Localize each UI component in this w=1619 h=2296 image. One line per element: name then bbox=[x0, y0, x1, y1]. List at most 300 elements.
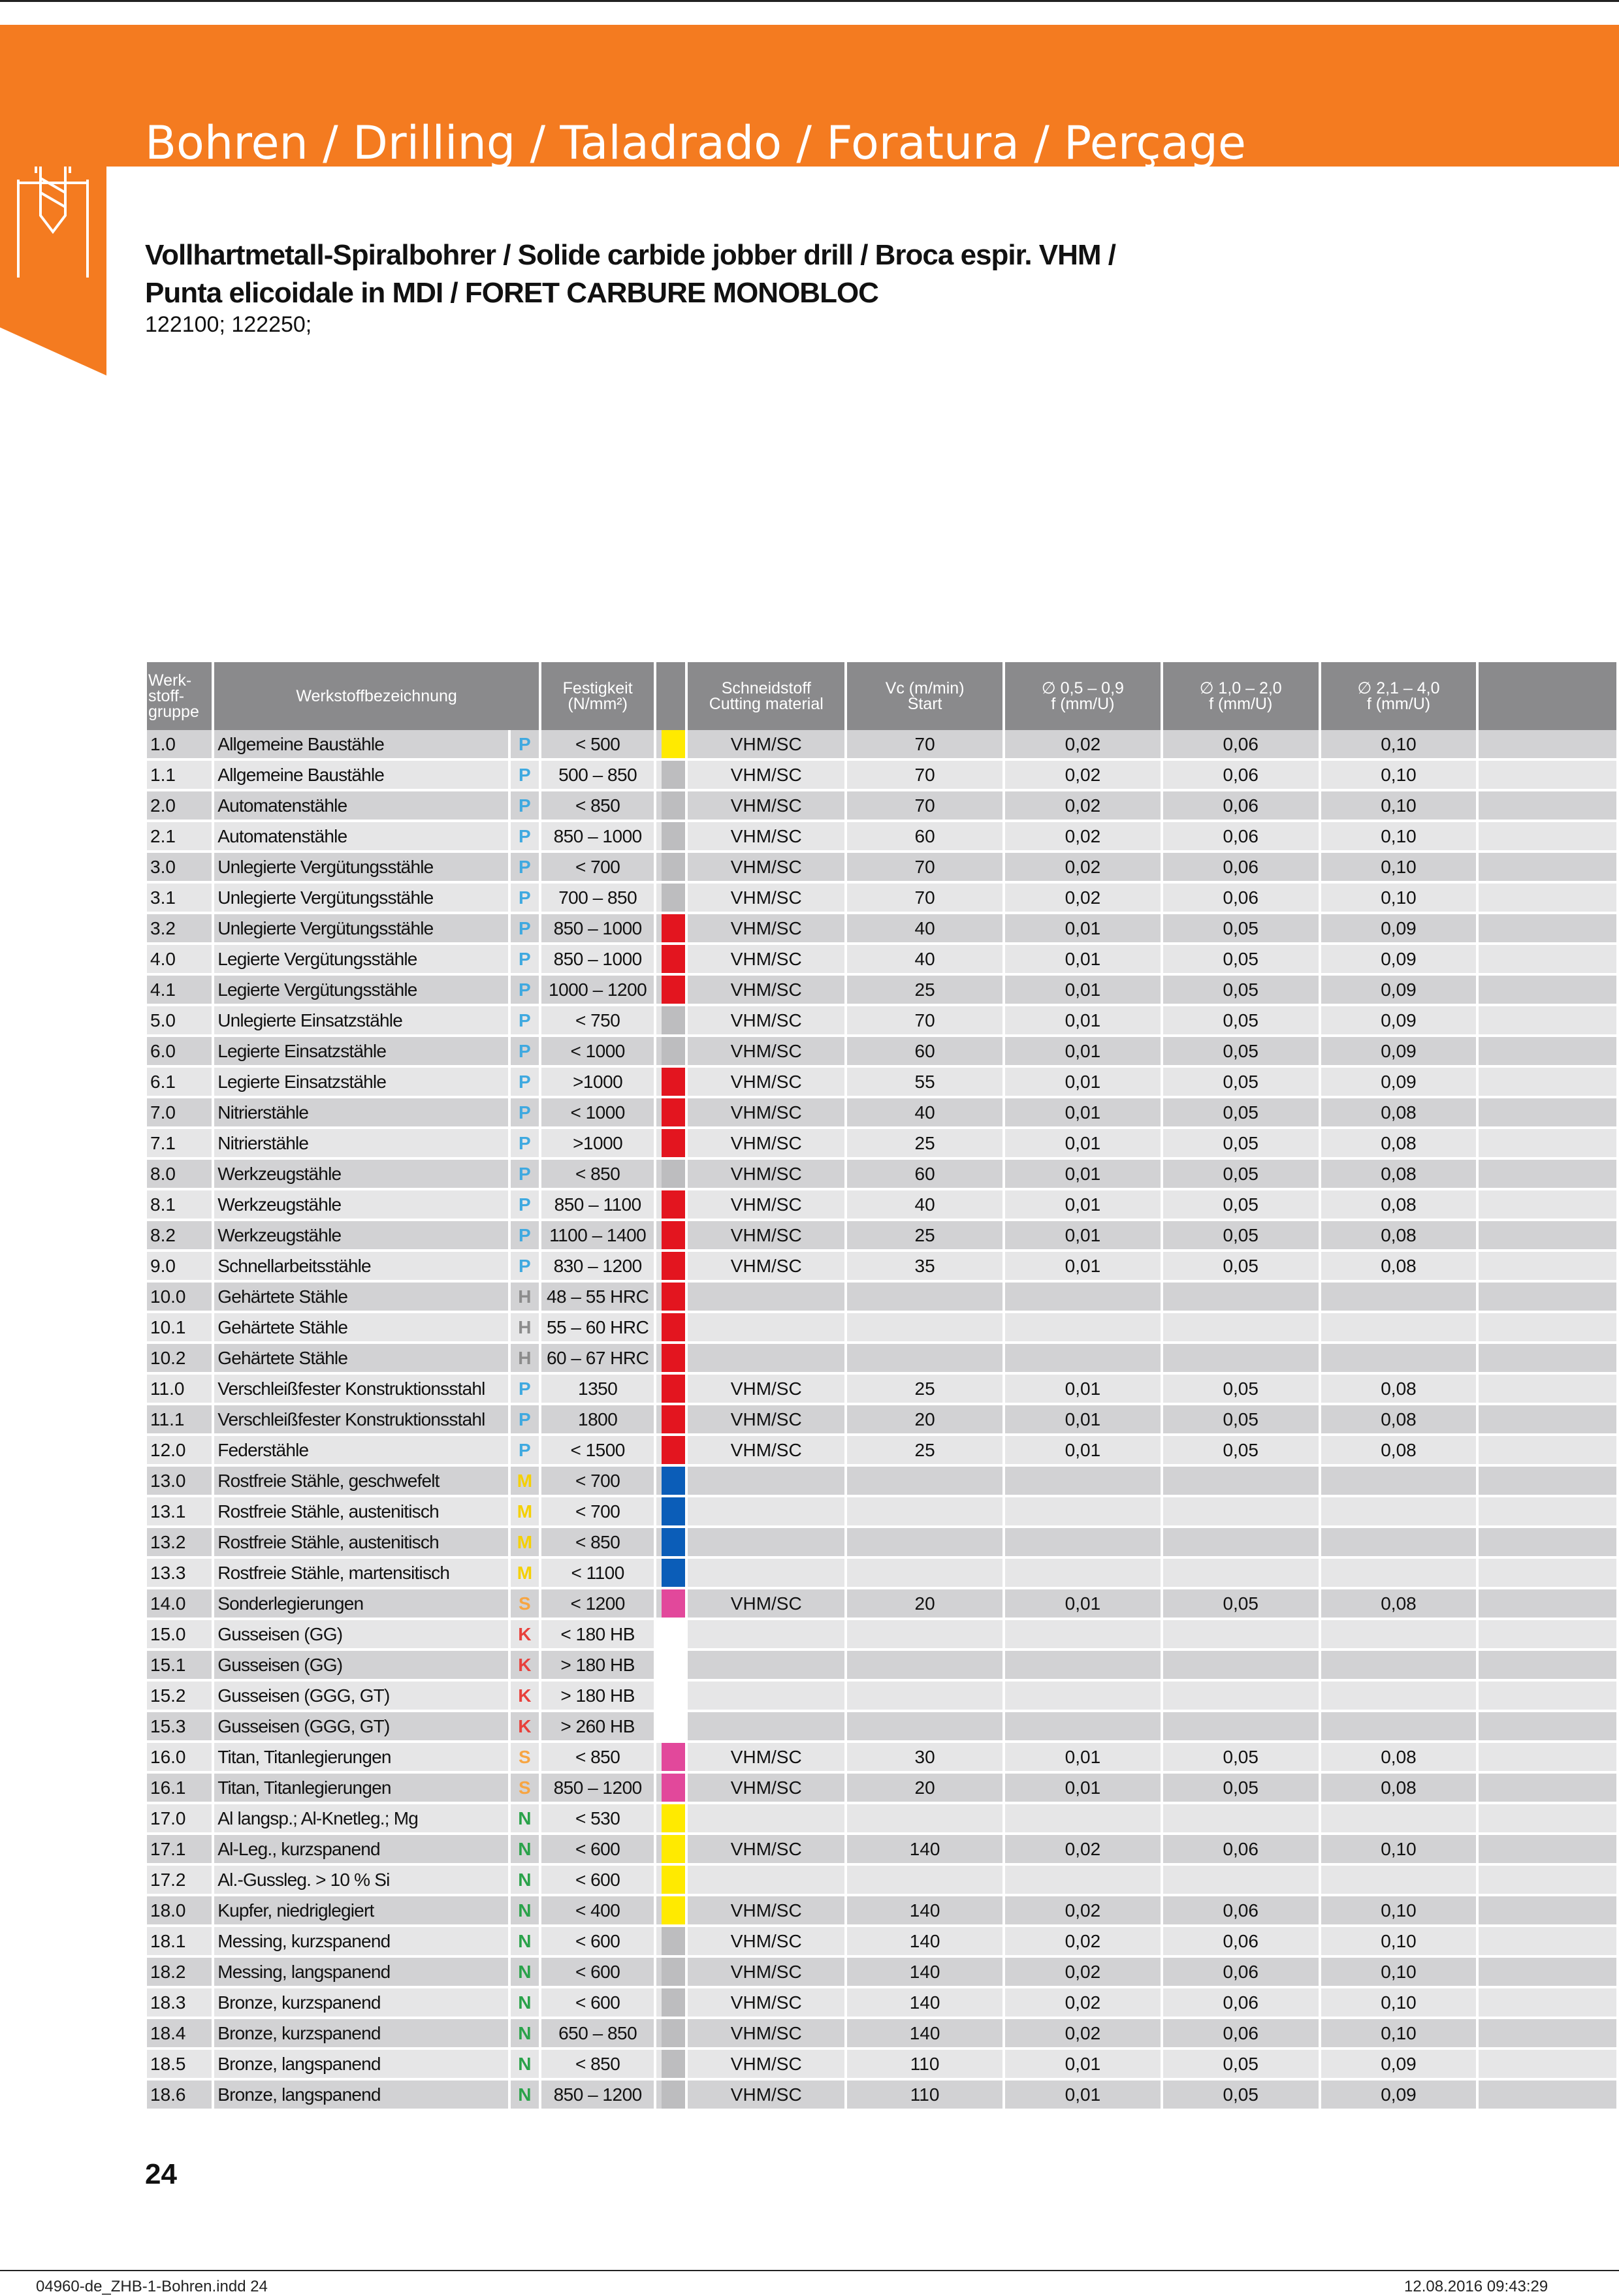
cutting-speed: 25 bbox=[846, 974, 1004, 1005]
strength-value: >1000 bbox=[540, 1128, 655, 1158]
feed-d3: 0,10 bbox=[1320, 2018, 1478, 2049]
color-swatch bbox=[655, 730, 686, 759]
cutting-speed: 70 bbox=[846, 852, 1004, 882]
color-swatch-fill bbox=[662, 1098, 685, 1126]
cutting-speed: 25 bbox=[846, 1220, 1004, 1251]
strength-value: < 500 bbox=[540, 730, 655, 759]
table-row bbox=[147, 1527, 1618, 1557]
feed-d1 bbox=[1004, 1680, 1162, 1711]
feed-d2: 0,05 bbox=[1162, 974, 1320, 1005]
material-group: 3.2 bbox=[147, 913, 213, 944]
cutting-speed bbox=[846, 1711, 1004, 1742]
feed-d2 bbox=[1162, 1343, 1320, 1373]
color-swatch-fill bbox=[662, 1221, 685, 1249]
material-name: Nitrierstähle bbox=[213, 1097, 509, 1128]
cutting-speed: 25 bbox=[846, 1435, 1004, 1465]
material-name: Nitrierstähle bbox=[213, 1128, 509, 1158]
material-name: Automatenstähle bbox=[213, 790, 509, 821]
table-row bbox=[147, 882, 1618, 913]
material-group: 13.2 bbox=[147, 1527, 213, 1557]
feed-d3: 0,10 bbox=[1320, 1895, 1478, 1926]
table-row bbox=[147, 1987, 1618, 2018]
table-row bbox=[147, 1373, 1618, 1404]
material-name: Rostfreie Stähle, martensitisch bbox=[213, 1557, 509, 1588]
cutting-material bbox=[686, 1465, 846, 1496]
cutting-speed: 70 bbox=[846, 882, 1004, 913]
feed-d3: 0,08 bbox=[1320, 1742, 1478, 1772]
feed-d2: 0,06 bbox=[1162, 1926, 1320, 1956]
cutting-speed: 40 bbox=[846, 1189, 1004, 1220]
feed-d3: 0,08 bbox=[1320, 1158, 1478, 1189]
feed-d1: 0,01 bbox=[1004, 1158, 1162, 1189]
color-swatch-fill bbox=[662, 1344, 685, 1372]
feed-d3 bbox=[1320, 1343, 1478, 1373]
table-row bbox=[147, 1496, 1618, 1527]
color-swatch bbox=[655, 1158, 686, 1189]
material-group: 15.3 bbox=[147, 1711, 213, 1742]
iso-group-tag: P bbox=[509, 1097, 540, 1128]
iso-group-tag: S bbox=[509, 1588, 540, 1619]
iso-group-tag: K bbox=[509, 1711, 540, 1742]
color-swatch-fill bbox=[662, 976, 685, 1004]
extra-cell bbox=[1477, 1650, 1618, 1680]
iso-group-tag: S bbox=[509, 1742, 540, 1772]
cutting-material: VHM/SC bbox=[686, 1251, 846, 1281]
color-swatch bbox=[655, 2049, 686, 2079]
color-swatch bbox=[655, 1373, 686, 1404]
iso-group-tag: P bbox=[509, 1036, 540, 1066]
cutting-material: VHM/SC bbox=[686, 1926, 846, 1956]
feed-d1: 0,02 bbox=[1004, 882, 1162, 913]
page-title: Bohren / Drilling / Taladrado / Foratura / Perçage bbox=[145, 116, 1246, 170]
strength-value: < 850 bbox=[540, 1158, 655, 1189]
iso-group-tag: H bbox=[509, 1312, 540, 1343]
iso-group-tag: P bbox=[509, 1251, 540, 1281]
iso-group-tag: N bbox=[509, 2049, 540, 2079]
color-swatch-fill bbox=[662, 945, 685, 973]
material-name: Bronze, kurzspanend bbox=[213, 1987, 509, 2018]
feed-d1: 0,01 bbox=[1004, 974, 1162, 1005]
footer-rule bbox=[0, 2270, 1619, 2271]
feed-d1: 0,02 bbox=[1004, 1895, 1162, 1926]
extra-cell bbox=[1477, 1128, 1618, 1158]
extra-cell bbox=[1477, 1189, 1618, 1220]
product-title-line1: Vollhartmetall-Spiralbohrer / Solide carbide jobber drill / Broca espir. VHM / bbox=[145, 239, 1115, 271]
feed-d3: 0,08 bbox=[1320, 1404, 1478, 1435]
table-row bbox=[147, 1956, 1618, 1987]
color-swatch-fill bbox=[662, 1436, 685, 1464]
cutting-material bbox=[686, 1619, 846, 1650]
feed-d1 bbox=[1004, 1864, 1162, 1895]
material-group: 13.0 bbox=[147, 1465, 213, 1496]
cutting-material: VHM/SC bbox=[686, 1834, 846, 1864]
footer-file: 04960-de_ZHB-1-Bohren.indd 24 bbox=[36, 2278, 268, 2295]
extra-cell bbox=[1477, 1834, 1618, 1864]
material-name: Legierte Einsatzstähle bbox=[213, 1066, 509, 1097]
feed-d1 bbox=[1004, 1650, 1162, 1680]
feed-d3 bbox=[1320, 1680, 1478, 1711]
feed-d2: 0,06 bbox=[1162, 1834, 1320, 1864]
feed-d1: 0,02 bbox=[1004, 1956, 1162, 1987]
extra-cell bbox=[1477, 1097, 1618, 1128]
cutting-material bbox=[686, 1527, 846, 1557]
feed-d1: 0,02 bbox=[1004, 1987, 1162, 2018]
iso-group-tag: K bbox=[509, 1650, 540, 1680]
section-tab bbox=[0, 167, 106, 375]
feed-d1: 0,01 bbox=[1004, 1097, 1162, 1128]
color-swatch bbox=[655, 944, 686, 974]
color-swatch-fill bbox=[662, 1589, 685, 1618]
material-name: Gusseisen (GGG, GT) bbox=[213, 1680, 509, 1711]
cutting-speed: 110 bbox=[846, 2049, 1004, 2079]
cutting-material bbox=[686, 1864, 846, 1895]
feed-d2: 0,06 bbox=[1162, 790, 1320, 821]
material-name: Verschleißfester Konstruktionsstahl bbox=[213, 1404, 509, 1435]
feed-d1: 0,02 bbox=[1004, 821, 1162, 852]
cutting-speed: 140 bbox=[846, 1987, 1004, 2018]
feed-d3 bbox=[1320, 1864, 1478, 1895]
material-name: Unlegierte Vergütungsstähle bbox=[213, 882, 509, 913]
material-group: 14.0 bbox=[147, 1588, 213, 1619]
color-swatch bbox=[655, 821, 686, 852]
material-group: 7.1 bbox=[147, 1128, 213, 1158]
material-name: Sonderlegierungen bbox=[213, 1588, 509, 1619]
material-name: Unlegierte Vergütungsstähle bbox=[213, 913, 509, 944]
extra-cell bbox=[1477, 1711, 1618, 1742]
color-swatch-fill bbox=[662, 1866, 685, 1894]
strength-value: < 600 bbox=[540, 1834, 655, 1864]
feed-d3: 0,08 bbox=[1320, 1435, 1478, 1465]
cutting-speed bbox=[846, 1312, 1004, 1343]
color-swatch bbox=[655, 1404, 686, 1435]
cutting-speed: 60 bbox=[846, 821, 1004, 852]
strength-value: 830 – 1200 bbox=[540, 1251, 655, 1281]
extra-cell bbox=[1477, 1343, 1618, 1373]
strength-value: 55 – 60 HRC bbox=[540, 1312, 655, 1343]
extra-cell bbox=[1477, 1803, 1618, 1834]
iso-group-tag: N bbox=[509, 1926, 540, 1956]
strength-value: < 600 bbox=[540, 1926, 655, 1956]
cutting-speed: 140 bbox=[846, 1834, 1004, 1864]
feed-d3: 0,10 bbox=[1320, 1987, 1478, 2018]
feed-d1: 0,01 bbox=[1004, 1404, 1162, 1435]
material-name: Unlegierte Einsatzstähle bbox=[213, 1005, 509, 1036]
cutting-speed: 35 bbox=[846, 1251, 1004, 1281]
color-swatch bbox=[655, 1619, 686, 1650]
iso-group-tag: N bbox=[509, 1834, 540, 1864]
header-name: Werkstoffbezeichnung bbox=[213, 662, 540, 730]
table-row bbox=[147, 1803, 1618, 1834]
feed-d2 bbox=[1162, 1312, 1320, 1343]
feed-d1: 0,01 bbox=[1004, 1742, 1162, 1772]
feed-d3 bbox=[1320, 1496, 1478, 1527]
table-row bbox=[147, 1036, 1618, 1066]
material-group: 15.1 bbox=[147, 1650, 213, 1680]
feed-d1: 0,02 bbox=[1004, 730, 1162, 759]
color-swatch bbox=[655, 1588, 686, 1619]
cutting-speed: 70 bbox=[846, 790, 1004, 821]
extra-cell bbox=[1477, 1435, 1618, 1465]
iso-group-tag: M bbox=[509, 1496, 540, 1527]
material-name: Messing, langspanend bbox=[213, 1956, 509, 1987]
material-group: 17.0 bbox=[147, 1803, 213, 1834]
extra-cell bbox=[1477, 2018, 1618, 2049]
cutting-speed: 55 bbox=[846, 1066, 1004, 1097]
iso-group-tag: N bbox=[509, 1956, 540, 1987]
material-name: Bronze, langspanend bbox=[213, 2049, 509, 2079]
strength-value: < 700 bbox=[540, 852, 655, 882]
material-group: 18.0 bbox=[147, 1895, 213, 1926]
color-swatch-fill bbox=[662, 1958, 685, 1986]
iso-group-tag: N bbox=[509, 1803, 540, 1834]
strength-value: 850 – 1100 bbox=[540, 1189, 655, 1220]
strength-value: < 1100 bbox=[540, 1557, 655, 1588]
feed-d3 bbox=[1320, 1711, 1478, 1742]
cutting-material: VHM/SC bbox=[686, 1158, 846, 1189]
material-group: 18.1 bbox=[147, 1926, 213, 1956]
material-group: 17.1 bbox=[147, 1834, 213, 1864]
feed-d1: 0,02 bbox=[1004, 790, 1162, 821]
color-swatch bbox=[655, 1189, 686, 1220]
feed-d1: 0,01 bbox=[1004, 1435, 1162, 1465]
feed-d3: 0,10 bbox=[1320, 882, 1478, 913]
cutting-speed: 20 bbox=[846, 1772, 1004, 1803]
feed-d2: 0,05 bbox=[1162, 1189, 1320, 1220]
feed-d3: 0,08 bbox=[1320, 1373, 1478, 1404]
header-extra bbox=[1477, 662, 1618, 730]
header-strength: Festigkeit (N/mm²) bbox=[540, 662, 655, 730]
material-group: 12.0 bbox=[147, 1435, 213, 1465]
cutting-material: VHM/SC bbox=[686, 730, 846, 759]
strength-value: 1800 bbox=[540, 1404, 655, 1435]
feed-d1: 0,01 bbox=[1004, 1373, 1162, 1404]
cutting-speed: 70 bbox=[846, 730, 1004, 759]
top-rule bbox=[0, 0, 1619, 2]
cutting-material: VHM/SC bbox=[686, 1066, 846, 1097]
color-swatch-fill bbox=[662, 791, 685, 820]
strength-value: < 1500 bbox=[540, 1435, 655, 1465]
material-group: 18.6 bbox=[147, 2079, 213, 2110]
iso-group-tag: P bbox=[509, 1373, 540, 1404]
material-name: Kupfer, niedriglegiert bbox=[213, 1895, 509, 1926]
feed-d2: 0,05 bbox=[1162, 1772, 1320, 1803]
table-row bbox=[147, 852, 1618, 882]
material-name: Al.-Gussleg. > 10 % Si bbox=[213, 1864, 509, 1895]
material-group: 13.1 bbox=[147, 1496, 213, 1527]
cutting-speed: 110 bbox=[846, 2079, 1004, 2110]
color-swatch bbox=[655, 1834, 686, 1864]
extra-cell bbox=[1477, 1680, 1618, 1711]
extra-cell bbox=[1477, 790, 1618, 821]
feed-d3: 0,10 bbox=[1320, 759, 1478, 790]
table-row bbox=[147, 1772, 1618, 1803]
color-swatch-fill bbox=[662, 2050, 685, 2078]
table-row bbox=[147, 1404, 1618, 1435]
cutting-material: VHM/SC bbox=[686, 1435, 846, 1465]
color-swatch bbox=[655, 759, 686, 790]
material-name: Federstähle bbox=[213, 1435, 509, 1465]
feed-d1 bbox=[1004, 1527, 1162, 1557]
feed-d3 bbox=[1320, 1527, 1478, 1557]
material-group: 18.4 bbox=[147, 2018, 213, 2049]
iso-group-tag: P bbox=[509, 1220, 540, 1251]
table-row bbox=[147, 1005, 1618, 1036]
header-swatch bbox=[655, 662, 686, 730]
color-swatch bbox=[655, 2079, 686, 2110]
material-name: Werkzeugstähle bbox=[213, 1189, 509, 1220]
material-group: 15.2 bbox=[147, 1680, 213, 1711]
material-group: 16.1 bbox=[147, 1772, 213, 1803]
material-group: 1.0 bbox=[147, 730, 213, 759]
feed-d1: 0,01 bbox=[1004, 1128, 1162, 1158]
header-vc: Vc (m/min) Start bbox=[846, 662, 1004, 730]
extra-cell bbox=[1477, 974, 1618, 1005]
material-group: 7.0 bbox=[147, 1097, 213, 1128]
cutting-material: VHM/SC bbox=[686, 1772, 846, 1803]
feed-d2 bbox=[1162, 1680, 1320, 1711]
strength-value: >1000 bbox=[540, 1066, 655, 1097]
cutting-speed: 60 bbox=[846, 1158, 1004, 1189]
iso-group-tag: N bbox=[509, 1895, 540, 1926]
cutting-material bbox=[686, 1711, 846, 1742]
cutting-speed: 25 bbox=[846, 1128, 1004, 1158]
material-name: Rostfreie Stähle, geschwefelt bbox=[213, 1465, 509, 1496]
cutting-material bbox=[686, 1557, 846, 1588]
feed-d2 bbox=[1162, 1557, 1320, 1588]
table-row bbox=[147, 1742, 1618, 1772]
material-group: 15.0 bbox=[147, 1619, 213, 1650]
feed-d1: 0,01 bbox=[1004, 1005, 1162, 1036]
strength-value: 850 – 1200 bbox=[540, 2079, 655, 2110]
material-group: 11.1 bbox=[147, 1404, 213, 1435]
extra-cell bbox=[1477, 1987, 1618, 2018]
color-swatch-fill bbox=[662, 730, 685, 758]
header-feed-d1: ∅ 0,5 – 0,9 f (mm/U) bbox=[1004, 662, 1162, 730]
color-swatch bbox=[655, 1926, 686, 1956]
iso-group-tag: N bbox=[509, 1864, 540, 1895]
cutting-material bbox=[686, 1343, 846, 1373]
table-row bbox=[147, 730, 1618, 759]
strength-value: 850 – 1000 bbox=[540, 944, 655, 974]
extra-cell bbox=[1477, 1404, 1618, 1435]
material-name: Schnellarbeitsstähle bbox=[213, 1251, 509, 1281]
feed-d2 bbox=[1162, 1619, 1320, 1650]
cutting-material: VHM/SC bbox=[686, 1220, 846, 1251]
strength-value: 700 – 850 bbox=[540, 882, 655, 913]
table-row bbox=[147, 2049, 1618, 2079]
feed-d2: 0,05 bbox=[1162, 1435, 1320, 1465]
extra-cell bbox=[1477, 1527, 1618, 1557]
cutting-speed bbox=[846, 1619, 1004, 1650]
cutting-material bbox=[686, 1650, 846, 1680]
cutting-material: VHM/SC bbox=[686, 821, 846, 852]
material-group: 13.3 bbox=[147, 1557, 213, 1588]
article-codes: 122100; 122250; bbox=[145, 312, 312, 337]
extra-cell bbox=[1477, 1772, 1618, 1803]
product-title bbox=[145, 236, 1115, 312]
table-row bbox=[147, 790, 1618, 821]
iso-group-tag: N bbox=[509, 1987, 540, 2018]
feed-d3 bbox=[1320, 1465, 1478, 1496]
feed-d1 bbox=[1004, 1496, 1162, 1527]
iso-group-tag: H bbox=[509, 1281, 540, 1312]
material-group: 11.0 bbox=[147, 1373, 213, 1404]
extra-cell bbox=[1477, 944, 1618, 974]
extra-cell bbox=[1477, 882, 1618, 913]
strength-value: < 850 bbox=[540, 2049, 655, 2079]
color-swatch-fill bbox=[662, 822, 685, 850]
material-name: Legierte Vergütungsstähle bbox=[213, 974, 509, 1005]
color-swatch-fill bbox=[662, 1037, 685, 1065]
material-group: 8.0 bbox=[147, 1158, 213, 1189]
extra-cell bbox=[1477, 821, 1618, 852]
color-swatch-fill bbox=[662, 1497, 685, 1525]
iso-group-tag: K bbox=[509, 1680, 540, 1711]
table-row bbox=[147, 1864, 1618, 1895]
material-group: 5.0 bbox=[147, 1005, 213, 1036]
feed-d3: 0,10 bbox=[1320, 790, 1478, 821]
cutting-material bbox=[686, 1312, 846, 1343]
extra-cell bbox=[1477, 1465, 1618, 1496]
feed-d2: 0,05 bbox=[1162, 1036, 1320, 1066]
cutting-material: VHM/SC bbox=[686, 790, 846, 821]
material-name: Gusseisen (GG) bbox=[213, 1650, 509, 1680]
color-swatch-fill bbox=[662, 1405, 685, 1433]
feed-d1: 0,01 bbox=[1004, 944, 1162, 974]
color-swatch-fill bbox=[662, 1068, 685, 1096]
strength-value: < 1200 bbox=[540, 1588, 655, 1619]
strength-value: < 700 bbox=[540, 1496, 655, 1527]
cutting-material: VHM/SC bbox=[686, 2018, 846, 2049]
feed-d3: 0,10 bbox=[1320, 1834, 1478, 1864]
color-swatch-fill bbox=[662, 1896, 685, 1924]
strength-value: > 260 HB bbox=[540, 1711, 655, 1742]
feed-d2 bbox=[1162, 1650, 1320, 1680]
header-feed-d3: ∅ 2,1 – 4,0 f (mm/U) bbox=[1320, 662, 1478, 730]
iso-group-tag: K bbox=[509, 1619, 540, 1650]
color-swatch bbox=[655, 913, 686, 944]
extra-cell bbox=[1477, 852, 1618, 882]
iso-group-tag: P bbox=[509, 882, 540, 913]
feed-d3: 0,09 bbox=[1320, 1036, 1478, 1066]
feed-d2: 0,05 bbox=[1162, 1588, 1320, 1619]
color-swatch bbox=[655, 1312, 686, 1343]
color-swatch bbox=[655, 1097, 686, 1128]
table-row bbox=[147, 1343, 1618, 1373]
feed-d3: 0,09 bbox=[1320, 2049, 1478, 2079]
material-group: 4.1 bbox=[147, 974, 213, 1005]
color-swatch-fill bbox=[662, 2081, 685, 2109]
feed-d2: 0,06 bbox=[1162, 759, 1320, 790]
feed-d3: 0,10 bbox=[1320, 852, 1478, 882]
cutting-speed: 20 bbox=[846, 1404, 1004, 1435]
table-row bbox=[147, 1557, 1618, 1588]
cutting-material: VHM/SC bbox=[686, 1189, 846, 1220]
color-swatch bbox=[655, 974, 686, 1005]
color-swatch-fill bbox=[662, 2019, 685, 2047]
feed-d2: 0,05 bbox=[1162, 1097, 1320, 1128]
feed-d2: 0,06 bbox=[1162, 730, 1320, 759]
color-swatch-fill bbox=[662, 1988, 685, 2017]
color-swatch-fill bbox=[662, 1006, 685, 1034]
feed-d3: 0,09 bbox=[1320, 2079, 1478, 2110]
table-row bbox=[147, 1189, 1618, 1220]
iso-group-tag: H bbox=[509, 1343, 540, 1373]
material-name: Gusseisen (GGG, GT) bbox=[213, 1711, 509, 1742]
feed-d1: 0,01 bbox=[1004, 1588, 1162, 1619]
footer-timestamp: 12.08.2016 09:43:29 bbox=[1404, 2278, 1548, 2295]
material-name: Gehärtete Stähle bbox=[213, 1281, 509, 1312]
